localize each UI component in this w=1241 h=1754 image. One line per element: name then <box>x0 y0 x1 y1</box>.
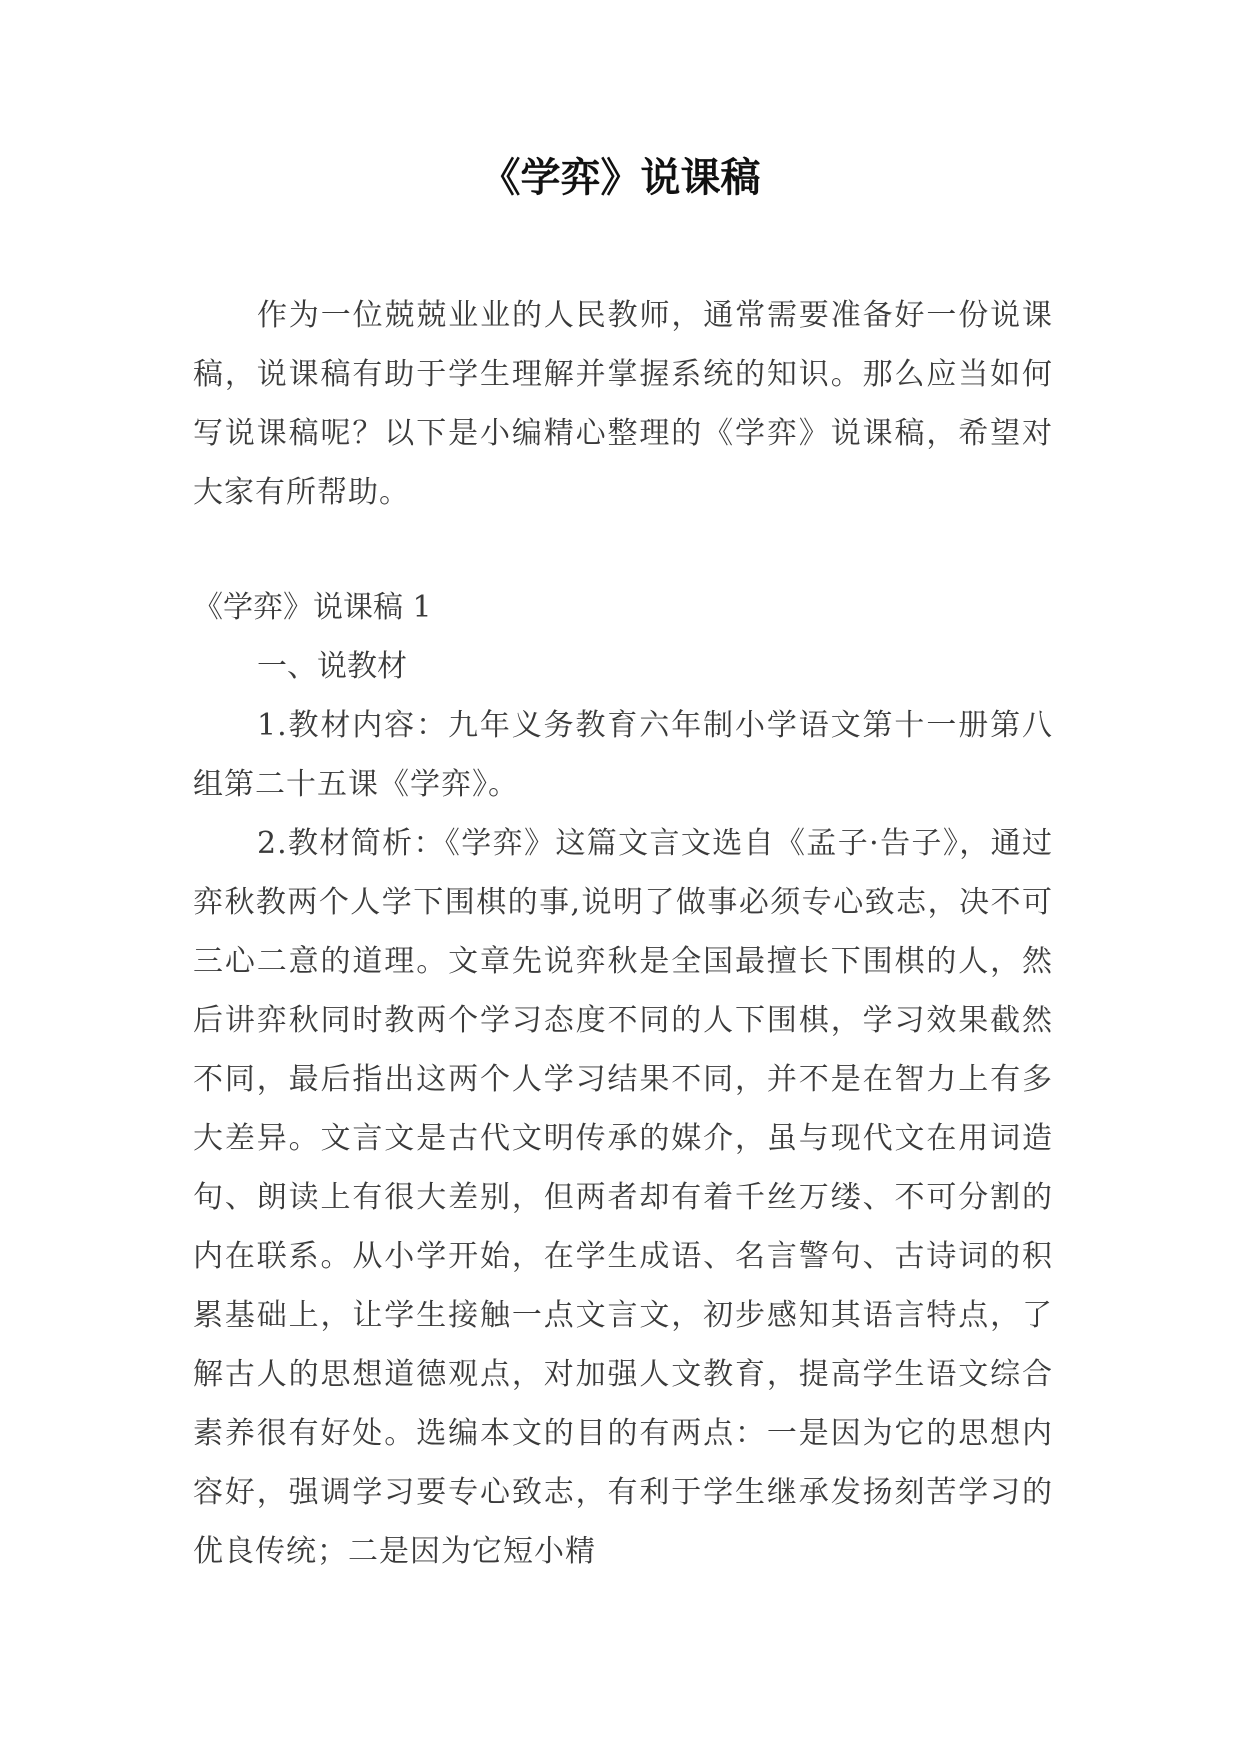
section-title: 《学弈》说课稿 1 <box>193 590 432 625</box>
paragraph-textbook-analysis: 2.教材简析：《学弈》这篇文言文选自《孟子·告子》，通过弈秋教两个人学下围棋的事,说明了做事必须专心致志，决不可三心二意的道理。文章先说弈秋是全国最擅长下围棋的人，然后讲弈秋同时教两个学习态度不同的人下围棋，学习效果截然不同，最后指出这两个人学习结果不同，并不是在智力上有多大差异。文言文是古代文明传承的媒介，虽与现代文在用词造句、朗读上有很大差别，但两者却有着千丝万缕、不可分割的内在联系。从小学开始，在学生成语、名言警句、古诗词的积累基础上，让学生接触一点文言文，初步感知其语言特点，了解古人的思想道德观点，对加强人文教育，提高学生语文综合素养很有好处。选编本文的目的有两点：一是因为它的思想内容好，强调学习要专心致志，有利于学生继承发扬刻苦学习的优良传统；二是因为它短小精 <box>193 826 1053 1569</box>
document-title: 《学弈》说课稿 <box>480 155 761 201</box>
section-heading-textbook: 一、说教材 <box>257 649 407 684</box>
intro-paragraph: 作为一位兢兢业业的人民教师，通常需要准备好一份说课稿，说课稿有助于学生理解并掌握系统的知识。那么应当如何写说课稿呢？以下是小编精心整理的《学弈》说课稿，希望对大家有所帮助。 <box>193 298 1053 510</box>
paragraph-textbook-content: 1.教材内容：九年义务教育六年制小学语文第十一册第八组第二十五课《学弈》。 <box>193 708 1053 802</box>
